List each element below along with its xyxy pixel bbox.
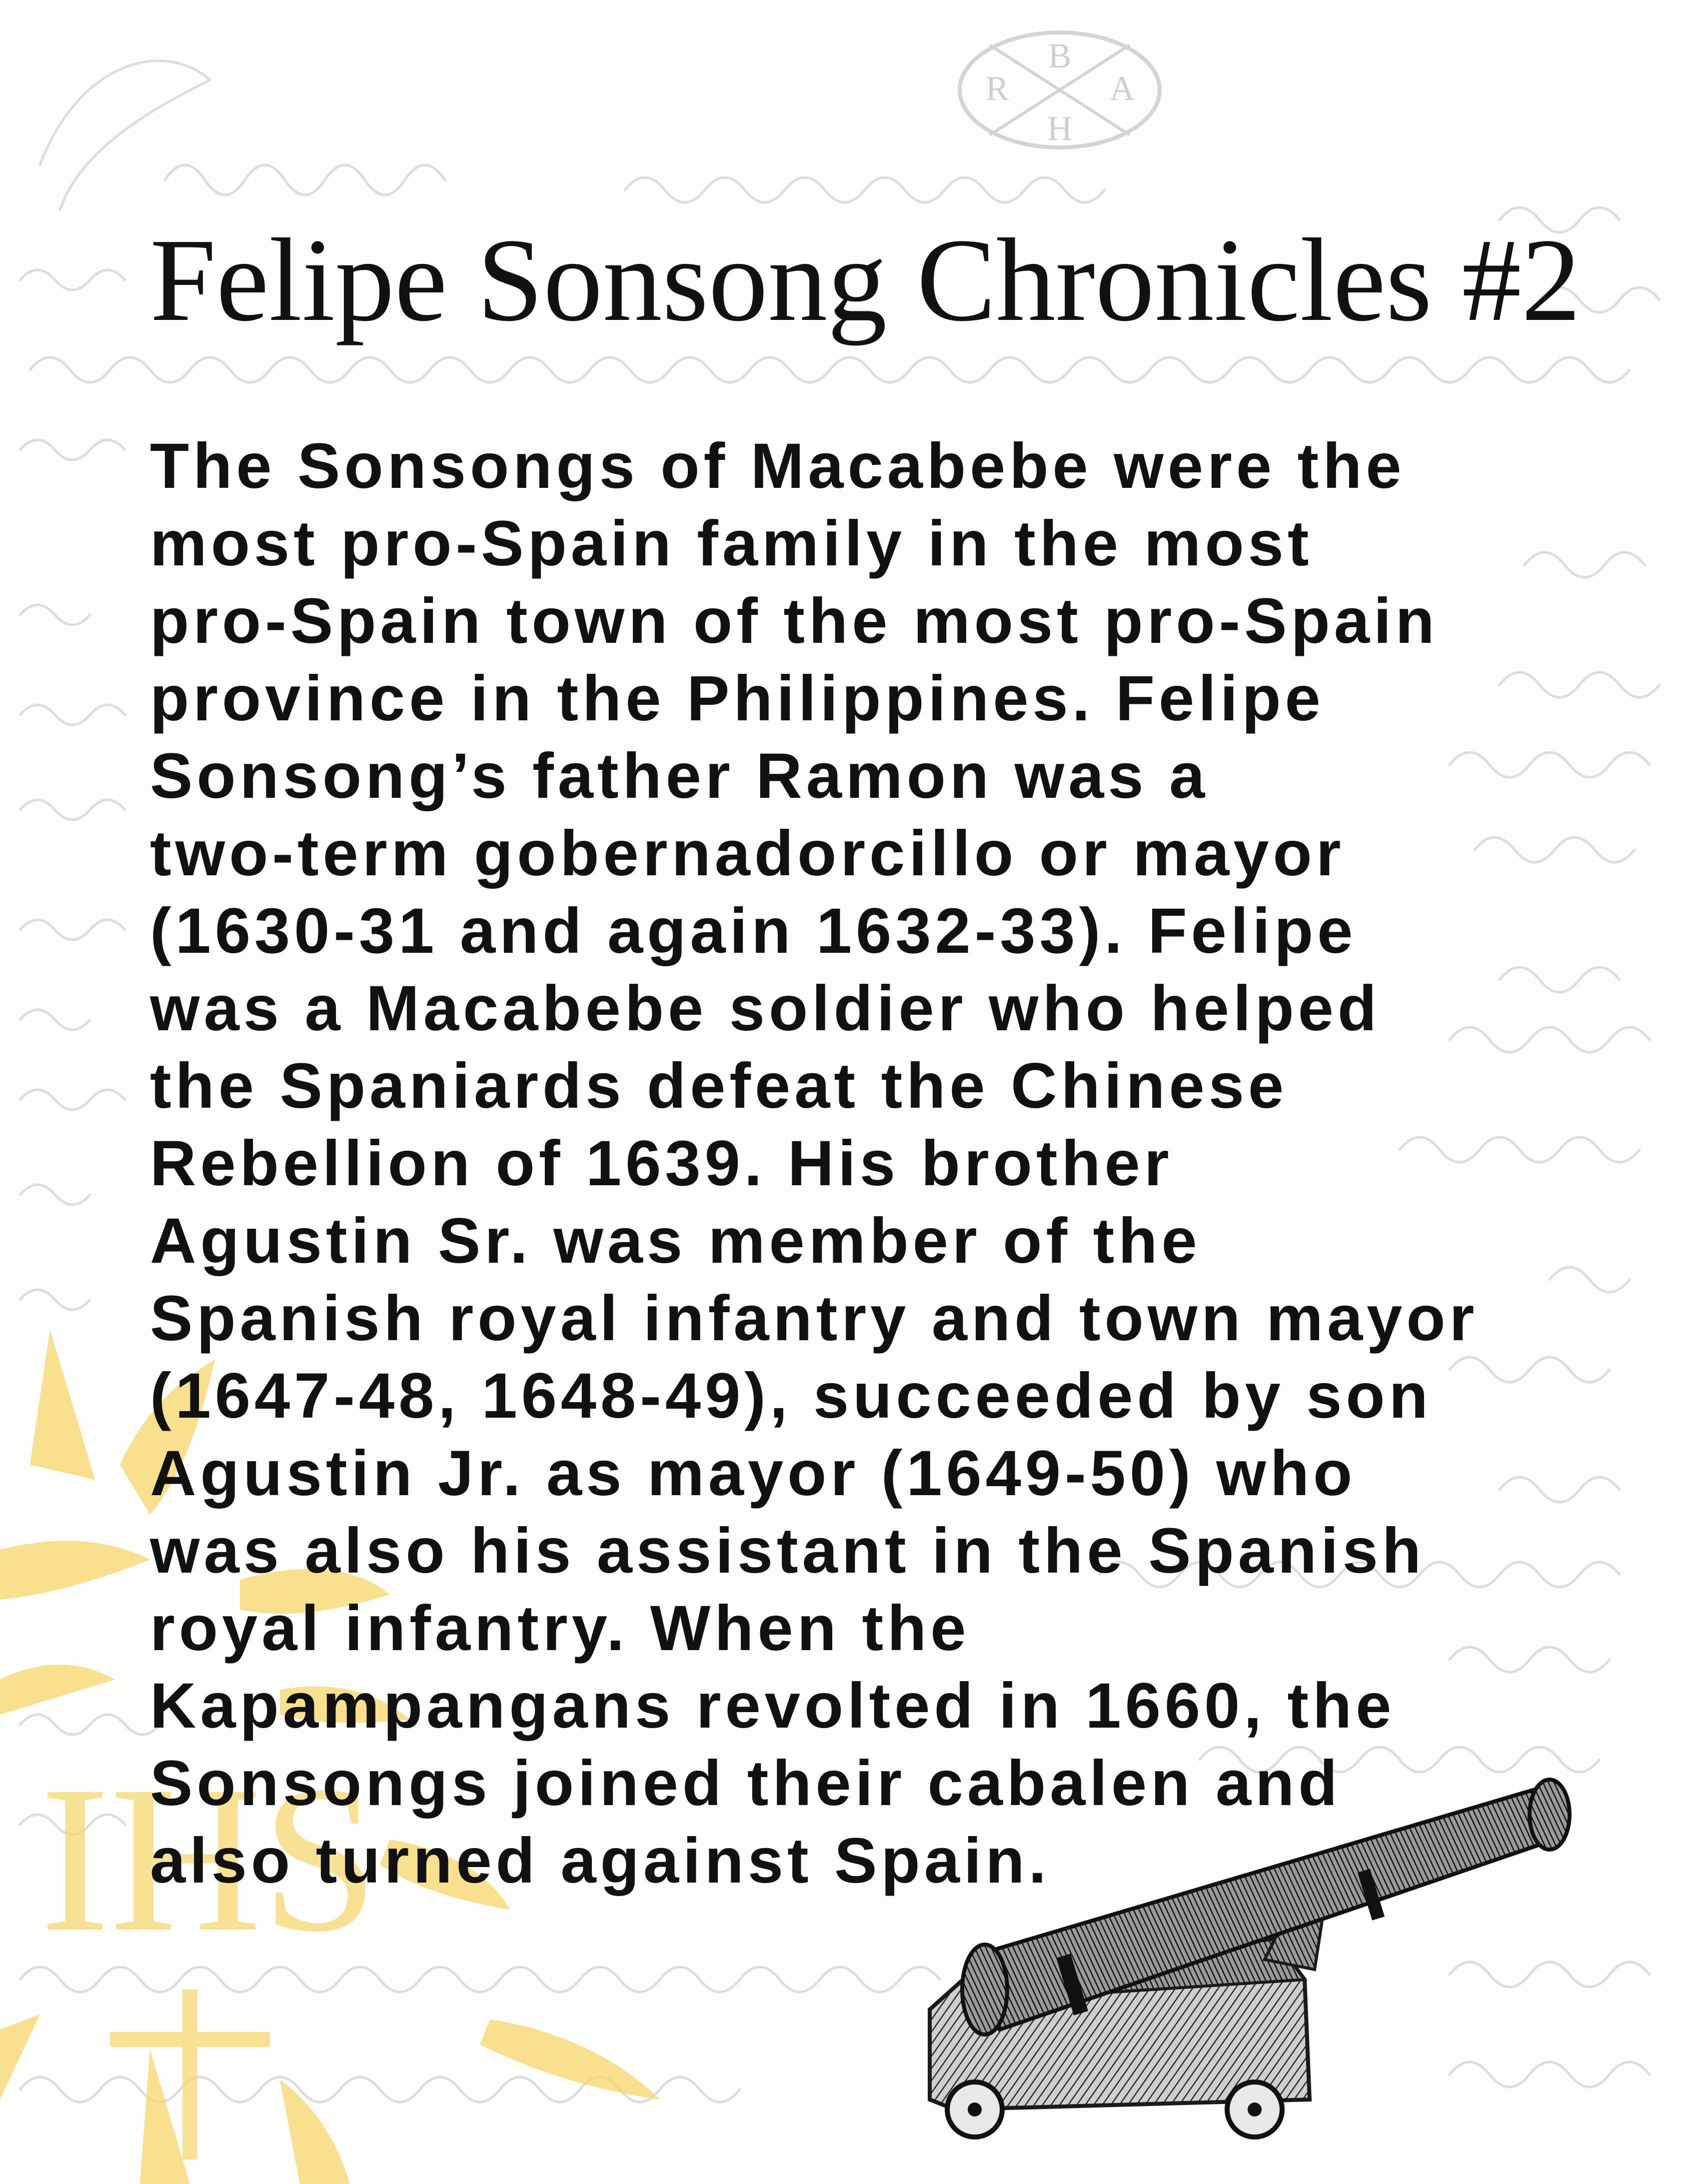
body-line: was a Macabebe soldier who helped [150,973,1381,1044]
body-paragraph [150,427,1600,1900]
seal-letter-b: B [1048,37,1072,75]
body-line: Rebellion of 1639. His brother [150,1128,1173,1199]
body-line: (1630-31 and again 1632-33). Felipe [150,895,1357,967]
page-title: Felipe Sonsong Chronicles #2 [150,214,1581,346]
body-line: most pro-Spain family in the most [150,508,1313,579]
body-line: two-term gobernadorcillo or mayor [150,818,1345,889]
monogram-seal-icon [950,25,1170,155]
body-line: Agustin Sr. was member of the [150,1205,1201,1277]
body-line: the Spaniards defeat the Chinese [150,1050,1288,1122]
seal-letter-r: R [985,69,1009,108]
body-line: The Sonsongs of Macabebe were the [150,430,1406,502]
body-line: Spanish royal infantry and town mayor [150,1283,1479,1354]
body-line: Sonsongs joined their cabalen and [150,1748,1342,1819]
body-line: Sonsong’s father Ramon was a [150,740,1209,812]
seal-letter-a: A [1109,69,1135,108]
cannon-icon [915,1750,1615,2150]
ihs-emblem-letters: IHS [40,1743,378,1975]
body-line: also turned against Spain. [150,1825,1051,1897]
body-line: (1647-48, 1648-49), succeeded by son [150,1360,1432,1432]
body-line: pro-Spain town of the most pro-Spain [150,585,1439,657]
body-line: Kapampangans revolted in 1660, the [150,1670,1396,1742]
body-line: Agustin Jr. as mayor (1649-50) who [150,1438,1357,1509]
body-line: province in the Philippines. Felipe [150,663,1325,734]
seal-letter-h: H [1047,109,1073,148]
body-line: royal infantry. When the [150,1593,970,1664]
body-line: was also his assistant in the Spanish [150,1515,1425,1587]
